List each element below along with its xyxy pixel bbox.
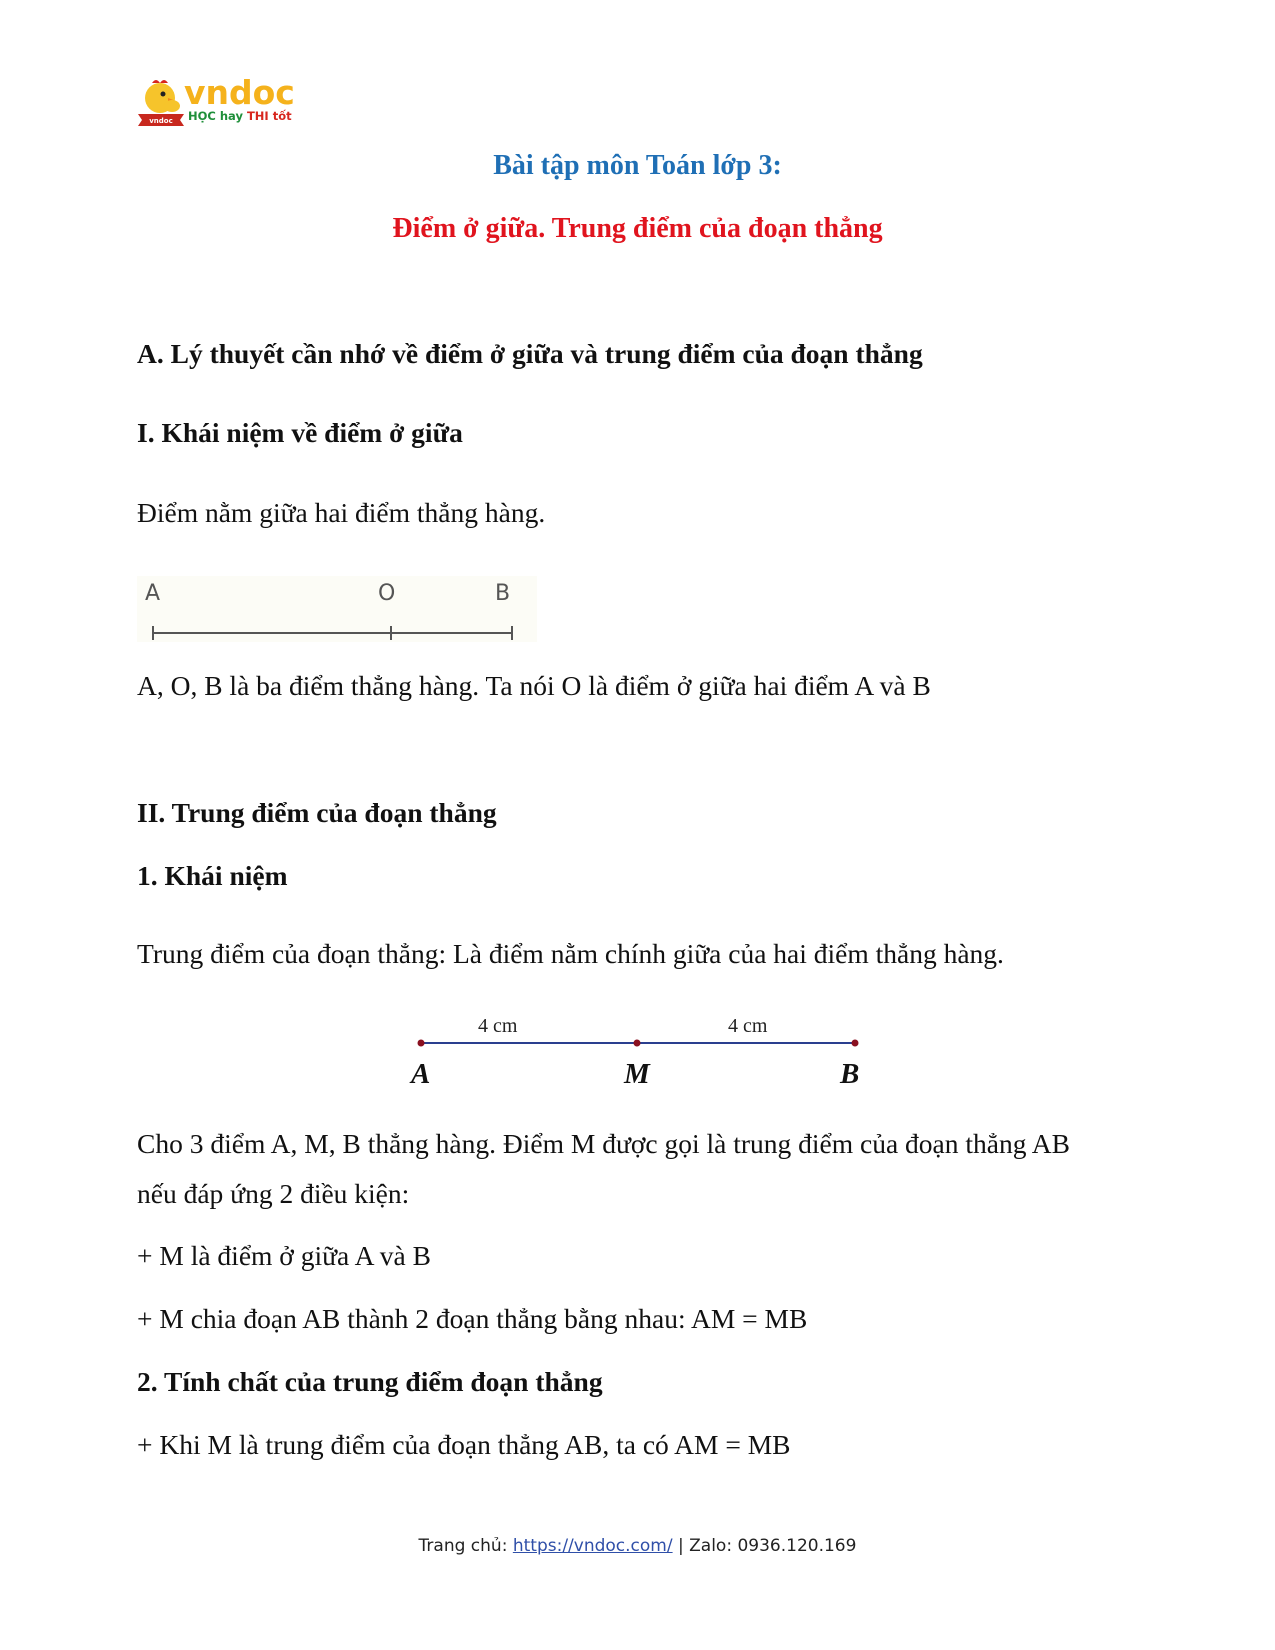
page-footer [0,1536,1275,1556]
section-i-caption: A, O, B là ba điểm thẳng hàng. Ta nói O là điểm ở giữa hai điểm A và B [137,670,931,701]
figure1-segment [137,576,537,642]
condition-bullet-2: + M chia đoạn AB thành 2 đoạn thẳng bằng nhau: AM = MB [137,1303,808,1334]
figure2-point-b: B [840,1058,860,1090]
property-bullet-1: + Khi M là trung điểm của đoạn thẳng AB, ta có AM = MB [137,1429,791,1460]
footer-zalo: Zalo: 0936.120.169 [689,1536,857,1556]
condition-bullet-1: + M là điểm ở giữa A và B [137,1240,431,1271]
figure1-label-b: B [495,581,511,606]
document-subtitle: Điểm ở giữa. Trung điểm của đoạn thẳng [392,213,883,244]
figure2-point-a: A [411,1058,431,1090]
figure2-label-am-length: 4 cm [478,1015,518,1037]
section-ii-heading: II. Trung điểm của đoạn thẳng [137,797,497,828]
figure-points-aob [137,576,537,642]
chicken-mascot-icon [136,76,186,128]
vndoc-logo [136,73,296,130]
figure-midpoint-amb [400,1010,880,1090]
footer-home-label: Trang chủ: [418,1536,513,1556]
section-ii-2-heading: 2. Tính chất của trung điểm đoạn thẳng [137,1366,603,1397]
logo-wordmark: vndoc [184,73,295,112]
figure2-point-m: M [624,1058,650,1090]
footer-separator: | [672,1536,690,1556]
document-title: Bài tập môn Toán lớp 3: [493,150,782,181]
figure2-label-mb-length: 4 cm [728,1015,768,1037]
svg-text:vndoc: vndoc [149,117,173,125]
footer-home-link[interactable]: https://vndoc.com/ [512,1536,673,1556]
figure1-label-o: O [378,581,396,606]
section-a-heading: A. Lý thuyết cần nhớ về điểm ở giữa và trung điểm của đoạn thẳng [137,338,923,369]
logo-tagline [188,111,292,123]
condition-line-2: nếu đáp ứng 2 điều kiện: [137,1178,410,1209]
logo-tagline-part2: THI tốt [246,109,292,123]
condition-line-1: Cho 3 điểm A, M, B thẳng hàng. Điểm M được gọi là trung điểm của đoạn thẳng AB [137,1128,1071,1159]
logo-tagline-part1: HỌC hay [188,109,243,123]
figure1-label-a: A [145,581,161,606]
section-ii-1-heading: 1. Khái niệm [137,860,288,891]
section-i-heading: I. Khái niệm về điểm ở giữa [137,417,463,448]
section-ii-1-paragraph: Trung điểm của đoạn thẳng: Là điểm nằm chính giữa của hai điểm thẳng hàng. [137,938,1004,969]
section-i-paragraph: Điểm nằm giữa hai điểm thẳng hàng. [137,497,546,528]
